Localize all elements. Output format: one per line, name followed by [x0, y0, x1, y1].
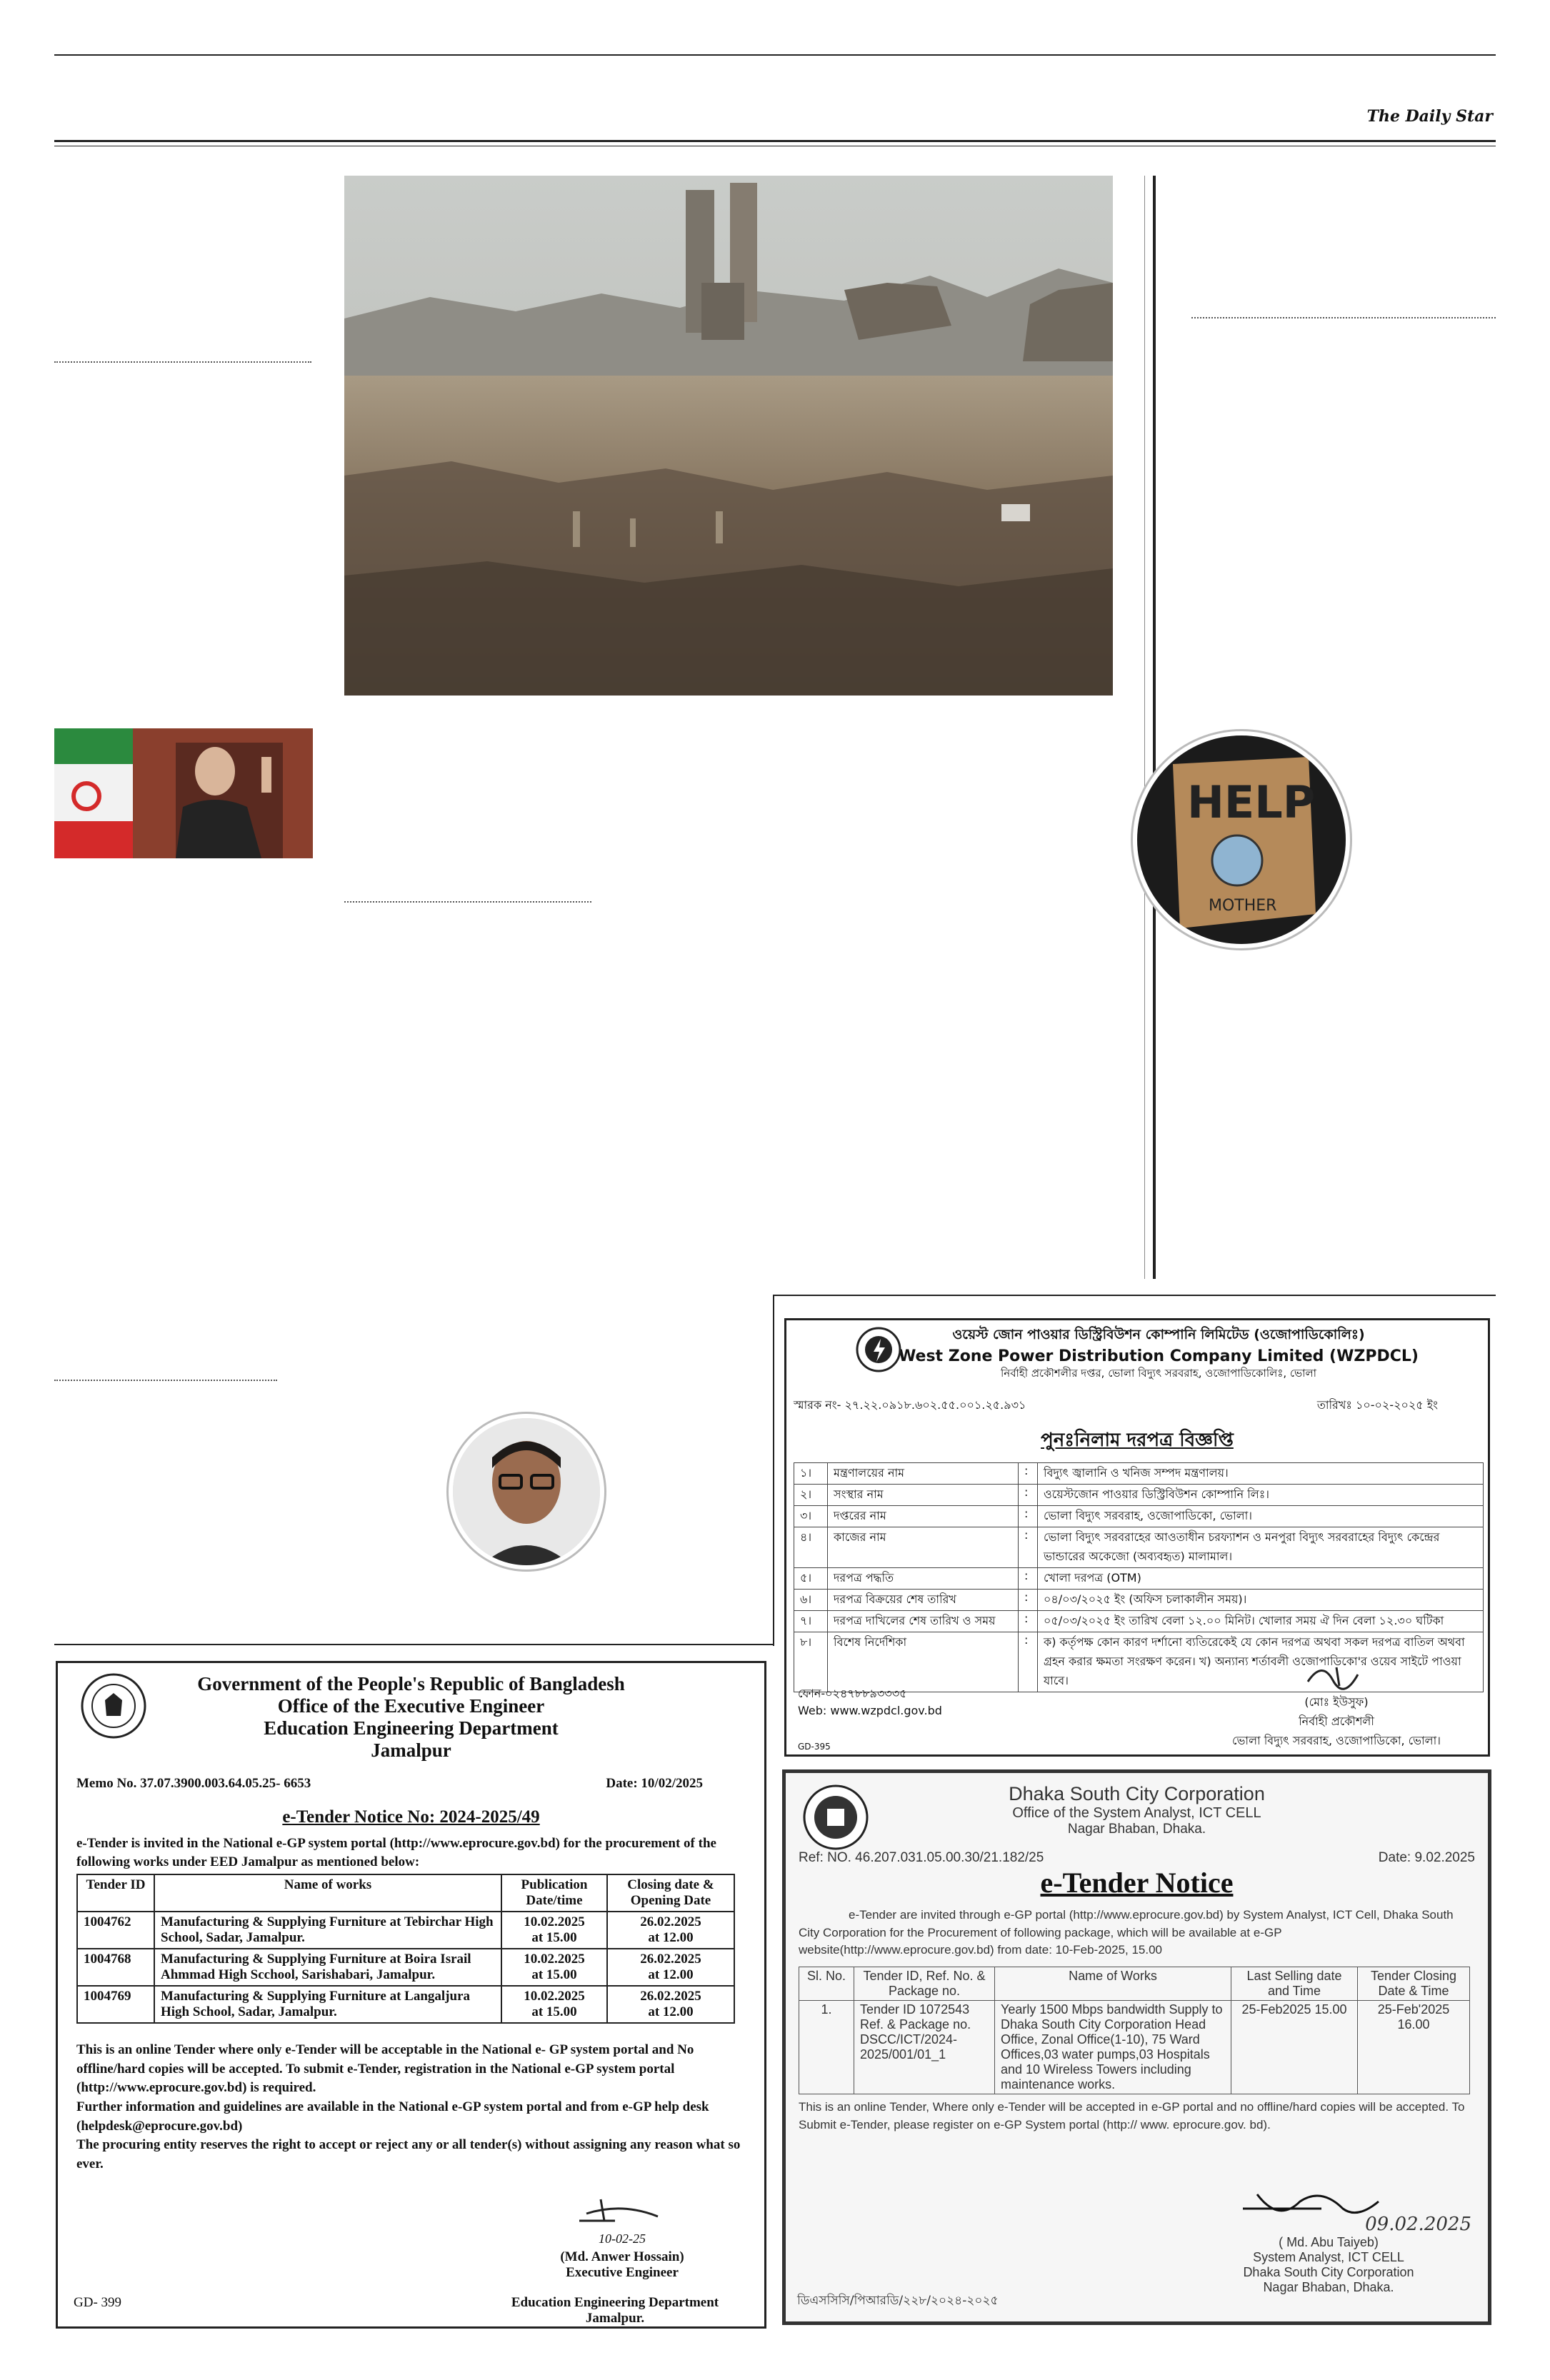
- row-value: ক) কর্তৃপক্ষ কোন কারণ দর্শানো ব্যতিরেকেই যে কোন দরপত্র অথবা সকল দরপত্র বাতিল অথবা গ্রহন করার ক্ষমতা সংরক্ষণ করেন। খ) অন্যান্য শর্তাবলী ওজোপাডিকো'র ওয়েব সাইটে পাওয়া যাবে।: [1038, 1632, 1484, 1692]
- dotted-rule: [54, 1380, 277, 1381]
- gov-ad-line4: Jamalpur: [371, 1739, 451, 1761]
- wz-bn-title: ওয়েস্ট জোন পাওয়ার ডিস্ট্রিবিউশন কোম্পানি লিমিটেড (ওজোপাডিকোলিঃ): [952, 1327, 1365, 1342]
- sell-cell: 25-Feb2025 15.00: [1231, 2000, 1358, 2094]
- dscc-intro: e-Tender are invited through e-GP portal (http://www.eprocure.gov.bd) by System Analyst, ICT Cell, Dhaka South City Corporation for the Procurement of following package, which will be available at e-GP website(http://www.eprocure.gov.bd) from date: 10-Feb-2025, 15.00: [799, 1908, 1454, 1957]
- gov-ad-header: Tender ID: [77, 1874, 154, 1912]
- row-num: ১।: [794, 1463, 828, 1485]
- dscc-header: Last Selling date and Time: [1231, 1967, 1358, 2000]
- work-cell: Manufacturing & Supplying Furniture at Boira Israil Ahmmad High Scchool, Sarishabari, Jamalpur.: [154, 1949, 501, 1986]
- dscc-header: Sl. No.: [799, 1967, 854, 2000]
- row-num: ৭।: [794, 1611, 828, 1632]
- wz-date: তারিখঃ ১০-০২-২০২৫ ইং: [1316, 1398, 1438, 1412]
- dscc-office: Office of the System Analyst, ICT CELL: [1012, 1805, 1261, 1821]
- row-value: ০৪/০৩/২০২৫ ইং (অফিস চলাকালীন সময়)।: [1038, 1590, 1484, 1611]
- dotted-rule: [54, 361, 311, 363]
- wz-en-title: West Zone Power Distribution Company Limited (WZPDCL): [899, 1347, 1419, 1365]
- help-sign-circle-photo: [1133, 731, 1350, 948]
- dscc-heading: e-Tender Notice: [1040, 1867, 1234, 1899]
- dscc-desig: System Analyst, ICT CELL: [1253, 2250, 1404, 2264]
- row-num: ৫।: [794, 1568, 828, 1590]
- dscc-signer: ( Md. Abu Taiyeb): [1279, 2235, 1379, 2249]
- column-divider-thin: [1144, 176, 1145, 1279]
- gov-ad-signer: (Md. Anwer Hossain): [560, 2249, 684, 2264]
- row-value: ভোলা বিদ্যুৎ সরবরাহ, ওজোপাডিকো, ভোলা।: [1038, 1506, 1484, 1527]
- signature-icon: [572, 2195, 672, 2228]
- pub-date: 10.02.2025: [524, 1989, 585, 2004]
- man-with-glasses-portrait: [449, 1414, 604, 1570]
- table-row: ৬। দরপত্র বিক্রয়ের শেষ তারিখ : ০৪/০৩/২০২৫ ইং (অফিস চলাকালীন সময়)।: [794, 1590, 1484, 1611]
- table-row: [799, 2000, 1470, 2094]
- work-cell: Manufacturing & Supplying Furniture at Tebirchar High School, Sadar, Jamalpur.: [154, 1912, 501, 1949]
- dscc-org: Dhaka South City Corporation: [1243, 2265, 1414, 2279]
- gov-ad-place: Jamalpur.: [585, 2311, 645, 2326]
- dscc-tender-ad: [782, 1769, 1491, 2325]
- dotted-rule: [1191, 317, 1496, 318]
- gov-ad-title: e-Tender Notice No: 2024-2025/49: [282, 1807, 540, 1827]
- row-key: কাজের নাম: [828, 1527, 1019, 1568]
- dscc-place: Nagar Bhaban, Dhaka.: [1067, 1822, 1206, 1837]
- gov-ad-line3: Education Engineering Department: [264, 1717, 559, 1739]
- wz-heading: পুনঃনিলাম দরপত্র বিজ্ঞপ্তি: [1041, 1430, 1234, 1451]
- row-value: ০৫/০৩/২০২৫ ইং তারিখ বেলা ১২.০০ মিনিট। খোলার সময় ঐ দিন বেলা ১২.৩০ ঘটিকা: [1038, 1611, 1484, 1632]
- row-num: ৬।: [794, 1590, 828, 1611]
- close-date: 26.02.2025: [640, 1989, 701, 2004]
- row-key: মন্ত্রণালয়ের নাম: [828, 1463, 1019, 1485]
- close-time: at 12.00: [648, 1967, 694, 1983]
- help-sign-text: HELP: [1187, 776, 1316, 828]
- gov-ad-sig-date: 10-02-25: [599, 2231, 646, 2246]
- speaker-with-iran-flag-photo: [54, 728, 313, 858]
- gov-ad-header: Closing date & Opening Date: [607, 1874, 734, 1912]
- row-value: ওয়েস্টজোন পাওয়ার ডিস্ট্রিবিউশন কোম্পানি লিঃ।: [1038, 1485, 1484, 1506]
- wzpdcl-tender-ad: [784, 1318, 1490, 1757]
- gov-ad-note2: Further information and guidelines are available in the National e-GP system portal and from e-GP help desk (helpdesk@eprocure.gov.bd): [76, 2099, 709, 2134]
- gov-ad-line2: Office of the Executive Engineer: [277, 1695, 545, 1717]
- pub-time: at 15.00: [531, 1930, 577, 1946]
- row-num: ২।: [794, 1485, 828, 1506]
- dscc-date: Date: 9.02.2025: [1378, 1850, 1475, 1865]
- tender-id-cell: 1004768: [77, 1949, 154, 1986]
- row-value: খোলা দরপত্র (OTM): [1038, 1568, 1484, 1590]
- gov-ad-dept: Education Engineering Department: [511, 2295, 719, 2310]
- gov-ad-table: [76, 1874, 735, 2024]
- row-key: দরপত্র পদ্ধতি: [828, 1568, 1019, 1590]
- table-row: ৪। কাজের নাম : ভোলা বিদ্যুৎ সরবরাহের আওতাধীন চরফ্যাশন ও মনপুরা বিদ্যুৎ সরবরাহের বিদ্যুৎ কেন্দ্রের ভান্ডারের অকেজো (অব্যবহৃত) মালামাল।: [794, 1527, 1484, 1568]
- dscc-sig-date: 09.02.2025: [1365, 2214, 1471, 2235]
- tender-cell: Tender ID 1072543 Ref. & Package no. DSCC/ICT/2024-2025/001/01_1: [854, 2000, 995, 2094]
- row-value: বিদ্যুৎ জ্বালানি ও খনিজ সম্পদ মন্ত্রণালয়।: [1038, 1463, 1484, 1485]
- gov-ad-memo: Memo No. 37.07.3900.003.64.05.25- 6653: [76, 1776, 311, 1791]
- row-key: বিশেষ নির্দেশিকা: [828, 1632, 1019, 1692]
- signature-icon: [1294, 1660, 1379, 1690]
- row-key: সংস্থার নাম: [828, 1485, 1019, 1506]
- pub-time: at 15.00: [531, 2004, 577, 2020]
- pub-date: 10.02.2025: [524, 1914, 585, 1930]
- ad-section-top-rule: [773, 1295, 1496, 1296]
- row-key: দরপত্র দাখিলের শেষ তারিখ ও সময়: [828, 1611, 1019, 1632]
- dscc-header: Name of Works: [995, 1967, 1231, 2000]
- wz-web: Web: www.wzpdcl.gov.bd: [798, 1704, 942, 1717]
- work-cell: Manufacturing & Supplying Furniture at Langaljura High School, Sadar, Jamalpur.: [154, 1986, 501, 2023]
- wz-ref: স্মারক নং- ২৭.২২.০৯১৮.৬০২.৫৫.০০১.২৫.৯৩১: [794, 1398, 1026, 1412]
- bangladesh-govt-seal-icon: [79, 1672, 148, 1740]
- top-rule: [54, 54, 1496, 56]
- dscc-logo-icon: [801, 1783, 870, 1852]
- dscc-header: Tender ID, Ref. No. & Package no.: [854, 1967, 995, 2000]
- close-date: 26.02.2025: [640, 1914, 701, 1930]
- table-row: [77, 1912, 734, 1949]
- gov-ad-designation: Executive Engineer: [566, 2265, 679, 2280]
- table-row: ৩। দপ্তরের নাম : ভোলা বিদ্যুৎ সরবরাহ, ওজোপাডিকো, ভোলা।: [794, 1506, 1484, 1527]
- help-sign-small-text: MOTHER: [1209, 897, 1277, 915]
- pub-date: 10.02.2025: [524, 1952, 585, 1967]
- wz-phone: ফোন-০২৪৭৮৮৯৩৩৩৫: [798, 1687, 907, 1700]
- gov-ad-header: Publication Date/time: [501, 1874, 607, 1912]
- pub-time: at 15.00: [531, 1967, 577, 1983]
- row-value: ভোলা বিদ্যুৎ সরবরাহের আওতাধীন চরফ্যাশন ও মনপুরা বিদ্যুৎ সরবরাহের বিদ্যুৎ কেন্দ্রের ভান্ডারের অকেজো (অব্যবহৃত) মালামাল।: [1038, 1527, 1484, 1568]
- work-cell: Yearly 1500 Mbps bandwidth Supply to Dhaka South City Corporation Head Office, Zonal Office(1-10), 75 Ward Offices,03 water pumps,03 Hospitals and 10 Wireless Towers including maintenance works.: [995, 2000, 1231, 2094]
- masthead: The Daily Star: [1366, 107, 1493, 126]
- row-num: ৪।: [794, 1527, 828, 1568]
- wz-sub: নির্বাহী প্রকৌশলীর দপ্তর, ভোলা বিদ্যুৎ সরবরাহ, ওজোপাডিকোলিঃ, ভোলা: [1000, 1367, 1317, 1380]
- table-row: ৫। দরপত্র পদ্ধতি : খোলা দরপত্র (OTM): [794, 1568, 1484, 1590]
- wz-table: [794, 1462, 1484, 1692]
- row-num: ৩।: [794, 1506, 828, 1527]
- dscc-org-place: Nagar Bhaban, Dhaka.: [1263, 2280, 1394, 2294]
- close-time: at 12.00: [648, 2004, 694, 2020]
- dscc-table: [799, 1967, 1470, 2094]
- table-row: ৮। বিশেষ নির্দেশিকা : ক) কর্তৃপক্ষ কোন কারণ দর্শানো ব্যতিরেকেই যে কোন দরপত্র অথবা সকল দরপত্র বাতিল অথবা গ্রহন করার ক্ষমতা সংরক্ষণ করেন। খ) অন্যান্য শর্তাবলী ওজোপাডিকো'র ওয়েব সাইটে পাওয়া যাবে।: [794, 1632, 1484, 1692]
- tender-id-cell: 1004769: [77, 1986, 154, 2023]
- wz-desig: নির্বাহী প্রকৌশলী: [1299, 1714, 1374, 1728]
- dscc-title: Dhaka South City Corporation: [1009, 1783, 1265, 1804]
- gov-ad-line1: Government of the People's Republic of Bangladesh: [197, 1673, 625, 1694]
- gov-ad-date: Date: 10/02/2025: [606, 1776, 703, 1791]
- ad-section-bottom-rule: [54, 1644, 774, 1645]
- dscc-ref: Ref: NO. 46.207.031.05.00.30/21.182/25: [799, 1850, 1044, 1865]
- table-row: [77, 1949, 734, 1986]
- table-row: ৭। দরপত্র দাখিলের শেষ তারিখ ও সময় : ০৫/০৩/২০২৫ ইং তারিখ বেলা ১২.০০ মিনিট। খোলার সময় ঐ দিন বেলা ১২.৩০ ঘটিকা: [794, 1611, 1484, 1632]
- gov-tender-ad: [56, 1661, 766, 2329]
- table-row: [77, 1986, 734, 2023]
- sl-cell: 1.: [799, 2000, 854, 2094]
- wz-office: ভোলা বিদ্যুৎ সরবরাহ, ওজোপাডিকো, ভোলা।: [1232, 1734, 1441, 1747]
- row-key: দরপত্র বিক্রয়ের শেষ তারিখ: [828, 1590, 1019, 1611]
- column-divider: [1153, 176, 1156, 1279]
- table-row: ১। মন্ত্রণালয়ের নাম : বিদ্যুৎ জ্বালানি ও খনিজ সম্পদ মন্ত্রণালয়।: [794, 1463, 1484, 1485]
- dotted-rule: [344, 901, 591, 903]
- wz-signer: (মোঃ ইউসুফ): [1304, 1695, 1369, 1709]
- header-rule-1: [54, 140, 1496, 142]
- close-cell: 25-Feb'2025 16.00: [1358, 2000, 1470, 2094]
- ad-section-divider: [773, 1295, 774, 1646]
- tender-id-cell: 1004762: [77, 1912, 154, 1949]
- row-num: ৮।: [794, 1632, 828, 1692]
- table-row: ২। সংস্থার নাম : ওয়েস্টজোন পাওয়ার ডিস্ট্রিবিউশন কোম্পানি লিঃ।: [794, 1485, 1484, 1506]
- dscc-footer-code: ডিএসসিসি/পিআরডি/২২৮/২০২৪-২০২৫: [797, 2294, 999, 2308]
- dscc-note: This is an online Tender, Where only e-Tender will be accepted in e-GP portal and no offline/hard copies will be accepted. To Submit e-Tender, please register on e-GP System portal (http:// www. eprocure.gov. bd).: [799, 2099, 1465, 2132]
- gov-ad-note1: This is an online Tender where only e-Tender will be acceptable in the National e- GP system portal and No offline/hard copies will be accepted. To submit e-Tender, registration in the National e-GP system portal (http://www.eprocure.gov.bd) is required.: [76, 2042, 694, 2096]
- wzpdcl-logo-icon: [855, 1326, 902, 1373]
- gov-ad-gd: GD- 399: [74, 2295, 122, 2310]
- gov-ad-note3: The procuring entity reserves the right to accept or reject any or all tender(s) without assigning any reason what so ever.: [76, 2137, 741, 2171]
- close-date: 26.02.2025: [640, 1952, 701, 1967]
- close-time: at 12.00: [648, 1930, 694, 1946]
- gov-ad-header: Name of works: [154, 1874, 501, 1912]
- row-key: দপ্তরের নাম: [828, 1506, 1019, 1527]
- dscc-header: Tender Closing Date & Time: [1358, 1967, 1470, 2000]
- wz-gd: GD-395: [798, 1742, 831, 1752]
- gov-ad-intro: e-Tender is invited in the National e-GP system portal (http://www.eprocure.gov.bd) for the procurement of the following works under EED Jamalpur as mentioned below:: [76, 1836, 716, 1869]
- rubble-landscape-photo: [344, 176, 1113, 696]
